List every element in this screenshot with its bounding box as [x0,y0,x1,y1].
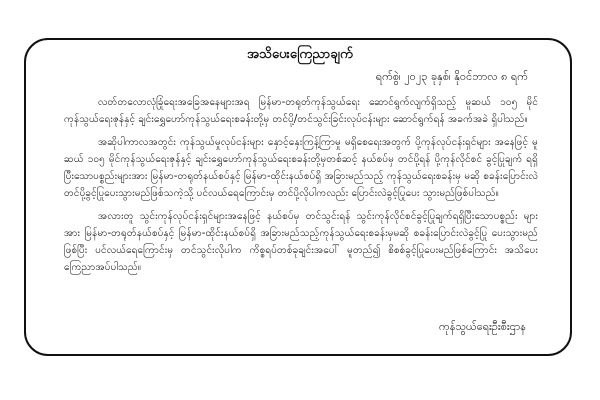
notice-paragraph: လတ်တလောလုံခြုံရေးအခြေအနေများအရ မြန်မာ-တရုတ်ကုန်သွယ်ရေး ဆောင်ရွက်လျက်ရှိသည့် မူဆယ် ၁၀၅ မိုင် ကုန်သွယ်ရေးဇုန်နှင့် ချင်းရွှေဟော်ကုန်သွယ်ရေးစခန်းတို့မှ တင်ပို့/တင်သွင်းခြင်းလုပ်ငန်းများ ဆောင်ရွက်ရန် အခက်အခဲ ရှိပါသည်။ [64,97,538,125]
notice-title: အသိပေးကြေညာချက် [247,47,353,62]
issuer-signature: ကုန်သွယ်ရေးဦးစီးဌာန [438,320,526,333]
notice-paragraph: အဆိုပါကာလအတွင်း ကုန်သွယ်မှုလုပ်ငန်းများ နှောင့်နှေးကြန့်ကြာမှု မရှိစေရေးအတွက် ပို့ကုန်လုပ်ငန်းရှင်များ အနေဖြင့် မူဆယ် ၁၀၅ မိုင်ကုန်သွယ်ရေးဇုန်နှင့် ချင်းရွှေဟော်ကုန်သွယ်ရေးစခန်းတို့မှတစ်ဆင့် နယ်စပ်မှ တင်ပို့ရန် ပို့ကုန်လိုင်စင် ခွင့်ပြုချက် ရရှိပြီးသောပစ္စည်းများအား မြန်မာ-တရုတ်နယ်စပ်နှင့် မြန်မာ-ထိုင်းနယ်စပ်ရှိ အခြားမည်သည့် ကုန်သွယ်ရေးစခန်းမှ မဆို စခန်းပြောင်းလဲ တင်ပို့ခွင့်ပြုပေးသွားမည်ဖြစ်သကဲ့သို့ ပင်လယ်ရေကြောင်းမှ တင်ပို့လိုပါကလည်း ပြောင်းလဲခွင့်ပြုပေး သွားမည်ဖြစ်ပါသည်။ [64,137,538,199]
notice-date: ရက်စွဲ၊ ၂၀၂၃ ခုနှစ်၊ နိုဝင်ဘာလ ၈ ရက် [375,70,528,83]
notice-paragraph: အလားတူ သွင်းကုန်လုပ်ငန်းရှင်များအနေဖြင့် နယ်စပ်မှ တင်သွင်းရန် သွင်းကုန်လိုင်စင်ခွင့်ပြုချက်ရရှိပြီးသောပစ္စည်း များအား မြန်မာ-တရုတ်နယ်စပ်နှင့် မြန်မာ-ထိုင်းနယ်စပ်ရှိ အခြားမည်သည့်ကုန်သွယ်ရေးစခန်းမှမဆို စခန်းပြောင်းလဲခွင့်ပြု ပေးသွားမည်ဖြစ်ပြီး ပင်လယ်ရေကြောင်းမှ တင်သွင်းလိုပါက ကိစ္စရပ်တစ်ခုချင်းအပေါ် မူတည်၍ စိစစ်ခွင့်ပြုပေးမည်ဖြစ်ကြောင်း အသိပေးကြေညာအပ်ပါသည်။ [64,211,538,273]
notice-body [64,94,538,282]
